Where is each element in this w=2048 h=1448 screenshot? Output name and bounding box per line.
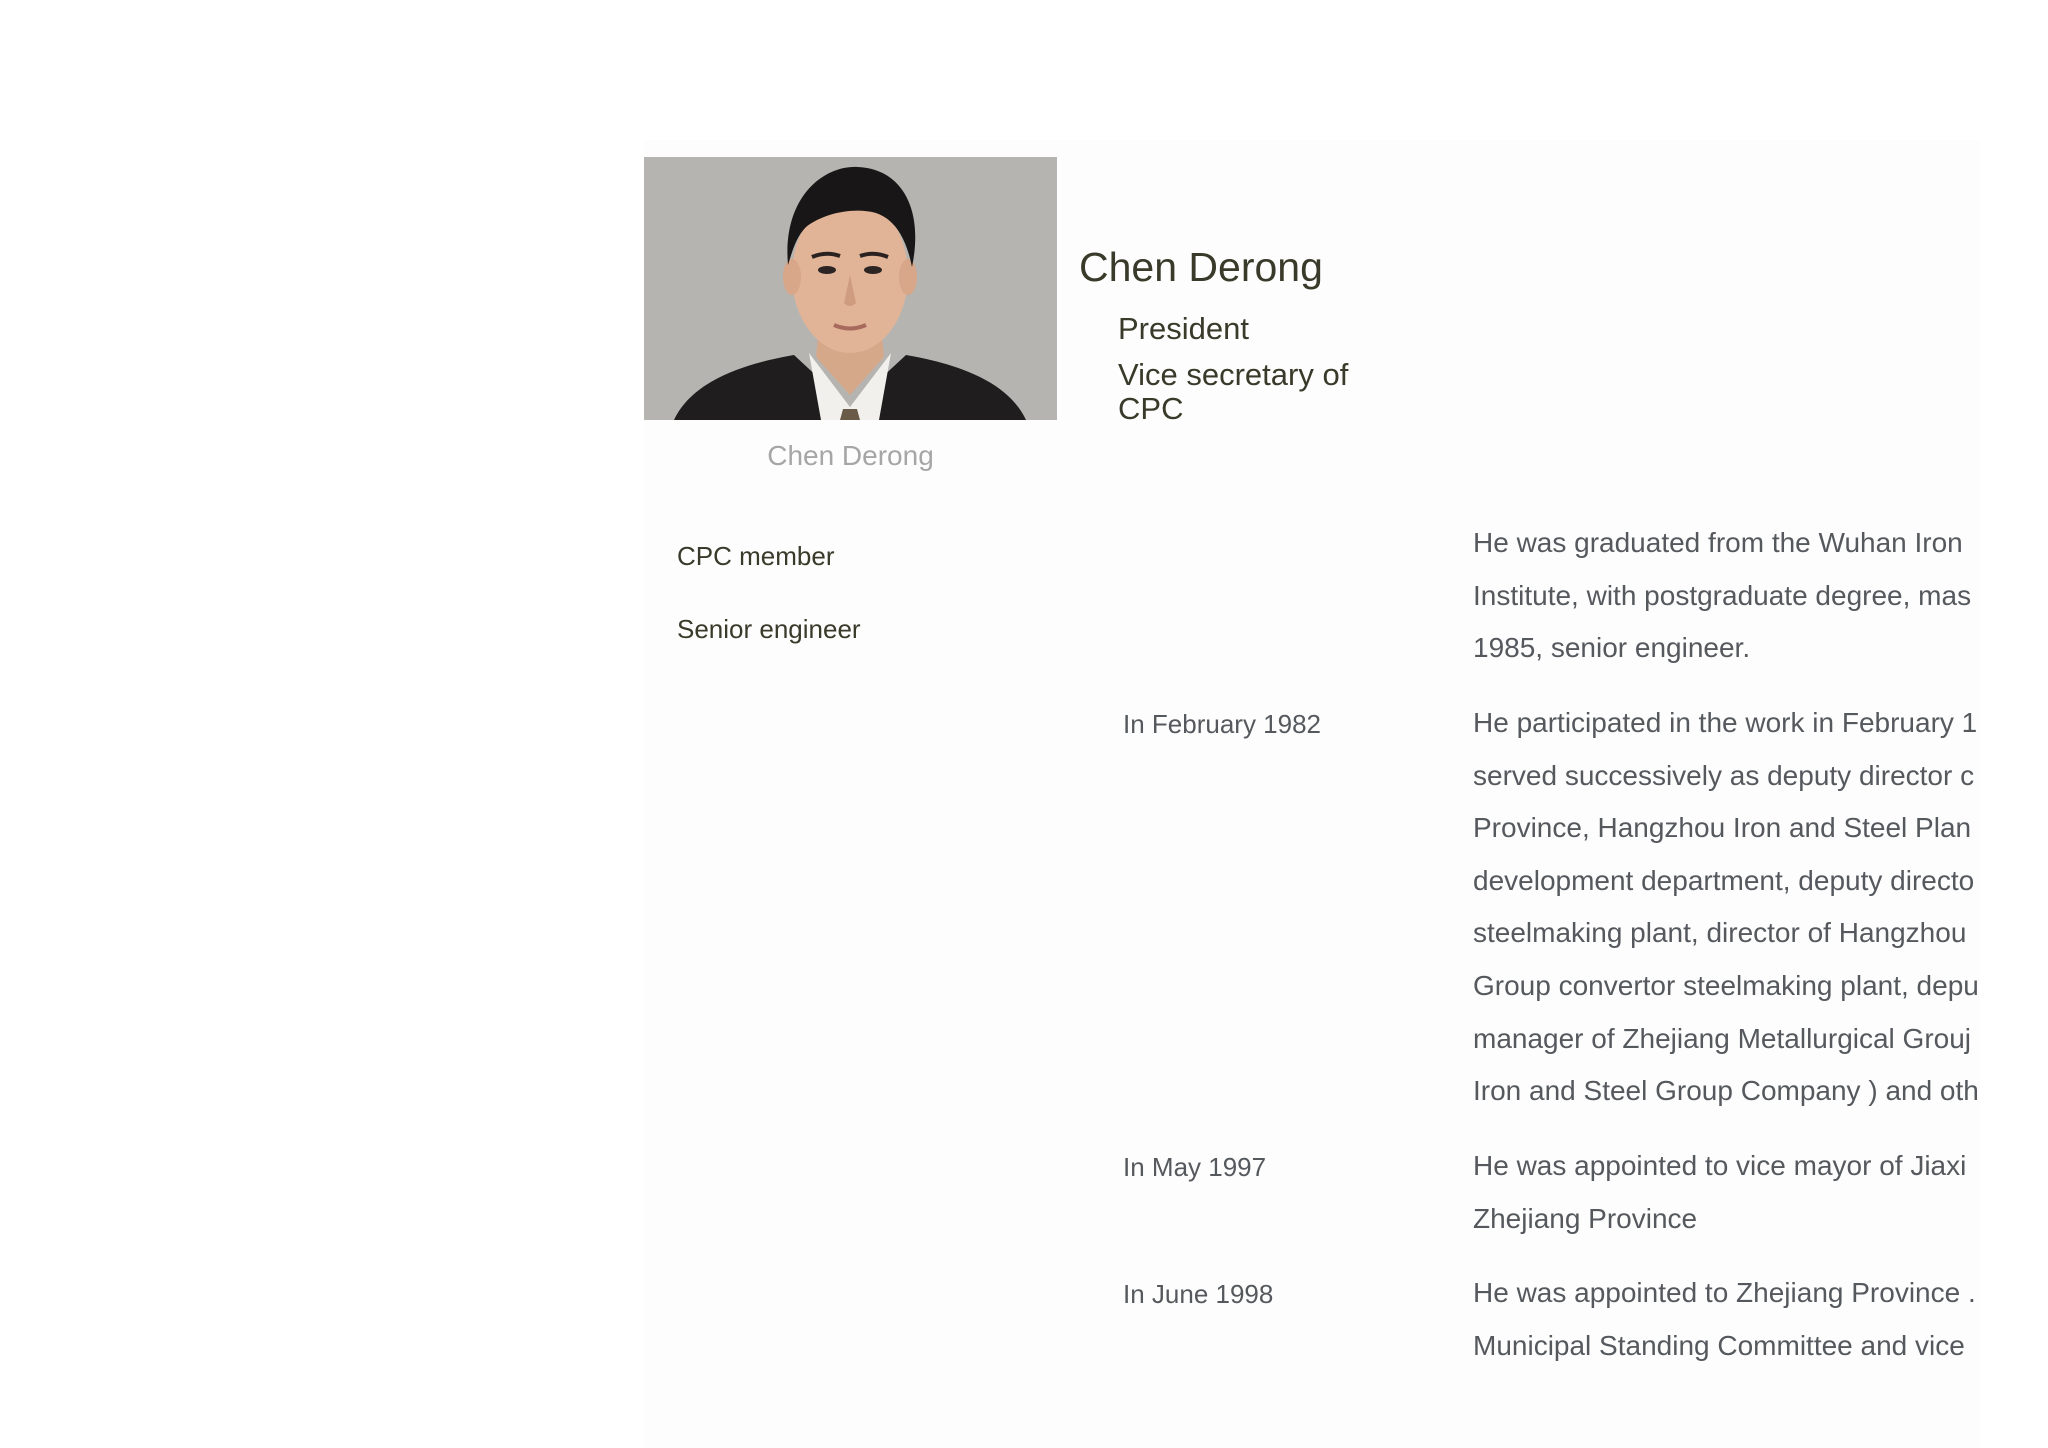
portrait-photo	[644, 157, 1057, 420]
bio-line: 1985, senior engineer.	[1473, 632, 1751, 664]
bio-line: development department, deputy directo	[1473, 864, 1975, 896]
timeline-description	[1473, 1267, 1980, 1372]
bio-line: He was appointed to Zhejiang Province .	[1473, 1277, 1976, 1308]
bio-line: Province, Hangzhou Iron and Steel Plan	[1473, 812, 1972, 844]
bio-line: Iron and Steel Group Company ) and oth	[1473, 1075, 1979, 1107]
timeline-description	[1473, 1140, 1980, 1245]
title-vice-secretary-cont: CPC	[1118, 391, 1184, 426]
bio-line: served successively as deputy director c	[1473, 759, 1975, 791]
timeline-description	[1473, 697, 1980, 1118]
timeline-date: In May 1997	[1123, 1152, 1267, 1182]
photo-caption: Chen Derong	[767, 440, 934, 471]
timeline-date: In June 1998	[1123, 1279, 1274, 1309]
bio-line: He participated in the work in February 1	[1473, 707, 1978, 738]
title-president: President	[1118, 311, 1249, 346]
bio-line: Institute, with postgraduate degree, mas	[1473, 579, 1972, 611]
tag-cpc-member: CPC member	[677, 541, 835, 571]
bio-line: steelmaking plant, director of Hangzhou	[1473, 917, 1967, 949]
bio-line: Municipal Standing Committee and vice	[1473, 1329, 1965, 1361]
title-vice-secretary: Vice secretary of	[1118, 357, 1349, 392]
bio-line: manager of Zhejiang Metallurgical Grouj	[1473, 1022, 1972, 1054]
bio-line: Zhejiang Province	[1473, 1202, 1698, 1234]
person-name: Chen Derong	[1079, 244, 1323, 290]
bio-line: Group convertor steelmaking plant, depu	[1473, 969, 1979, 1001]
bio-line: He was graduated from the Wuhan Iron	[1473, 527, 1963, 558]
tag-senior-engineer: Senior engineer	[677, 614, 861, 644]
bio-intro	[1473, 517, 1980, 675]
bio-line: He was appointed to vice mayor of Jiaxi	[1473, 1150, 1967, 1181]
timeline-date: In February 1982	[1123, 709, 1322, 739]
